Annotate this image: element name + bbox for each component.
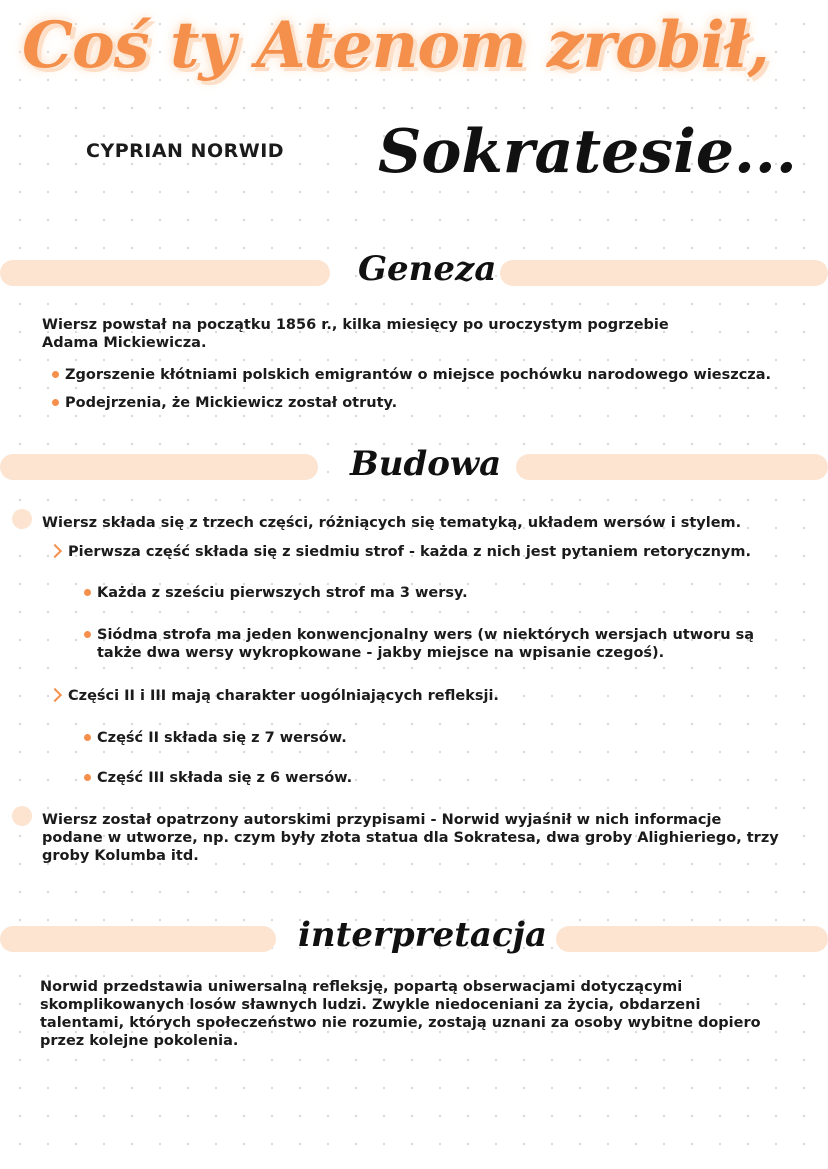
geneza-bullet [52,394,792,412]
section-band-left [0,454,318,480]
budowa-point: Wiersz został opatrzony autorskimi przypisami - Norwid wyjaśnił w nich informacje podane w utworze, np. czym były złota statua dla Sokratesa, dwa groby Alighieriego, trzy groby Kolumba itd. [42,812,779,864]
budowa-subpoint: Części II i III mają charakter uogólniających refleksji. [68,688,499,704]
budowa-bullet [84,769,784,787]
section-band-left [0,260,330,286]
chevron-right-icon [48,688,62,702]
budowa-point: Wiersz składa się z trzech części, różniących się tematyką, układem wersów i stylem. [42,515,742,531]
budowa-bullet [84,729,784,747]
geneza-intro: Wiersz powstał na początku 1856 r., kilka miesięcy po uroczystym pogrzebie Adama Mickiewicza. [42,317,669,351]
point-circle-icon [12,806,32,826]
budowa-subpoint: Pierwsza część składa się z siedmiu strof - każda z nich jest pytaniem retorycznym. [68,544,751,560]
bullet-dot-icon [52,371,59,378]
section-band-right [500,260,828,286]
bullet-dot-icon [84,734,91,741]
bullet-text: Zgorszenie kłótniami polskich emigrantów o miejsce pochówku narodowego wieszcza. [65,367,772,383]
bullet-text: Część II składa się z 7 wersów. [97,730,347,746]
bullet-dot-icon [84,589,91,596]
section-band-right [556,926,828,952]
bullet-text: Każda z sześciu pierwszych strof ma 3 wersy. [97,585,468,601]
bullet-dot-icon [52,399,59,406]
section-heading-interpretacja: interpretacja [298,915,547,955]
chevron-right-icon [48,544,62,558]
budowa-bullet [84,584,804,602]
bullet-text: Część III składa się z 6 wersów. [97,770,353,786]
bullet-dot-icon [84,774,91,781]
bullet-text: Siódma strofa ma jeden konwencjonalny wers (w niektórych wersjach utworu są także dwa wersy wykropkowane - jakby miejsce na wpisanie czegoś). [97,627,755,661]
section-band-left [0,926,276,952]
bullet-text: Podejrzenia, że Mickiewicz został otruty. [65,395,398,411]
section-band-right [516,454,828,480]
section-heading-budowa: Budowa [350,444,502,484]
point-circle-icon [12,509,32,529]
budowa-bullet [84,626,797,662]
page-subtitle: Sokratesie... [378,117,797,187]
geneza-bullet [52,366,792,384]
author-name: CYPRIAN NORWID [86,140,285,162]
section-heading-geneza: Geneza [358,249,497,289]
bullet-dot-icon [84,631,91,638]
interpretacja-text: Norwid przedstawia uniwersalną refleksję, popartą obserwacjami dotyczącymi skomplikowanych losów sławnych ludzi. Zwykle niedoceniani za życia, obdarzeni talentami, których społeczeństwo nie rozumie, zostają uznani za osoby wybitne dopiero przez kolejne pokolenia. [40,979,761,1049]
page-title: Coś ty Atenom zrobił, [22,8,769,83]
